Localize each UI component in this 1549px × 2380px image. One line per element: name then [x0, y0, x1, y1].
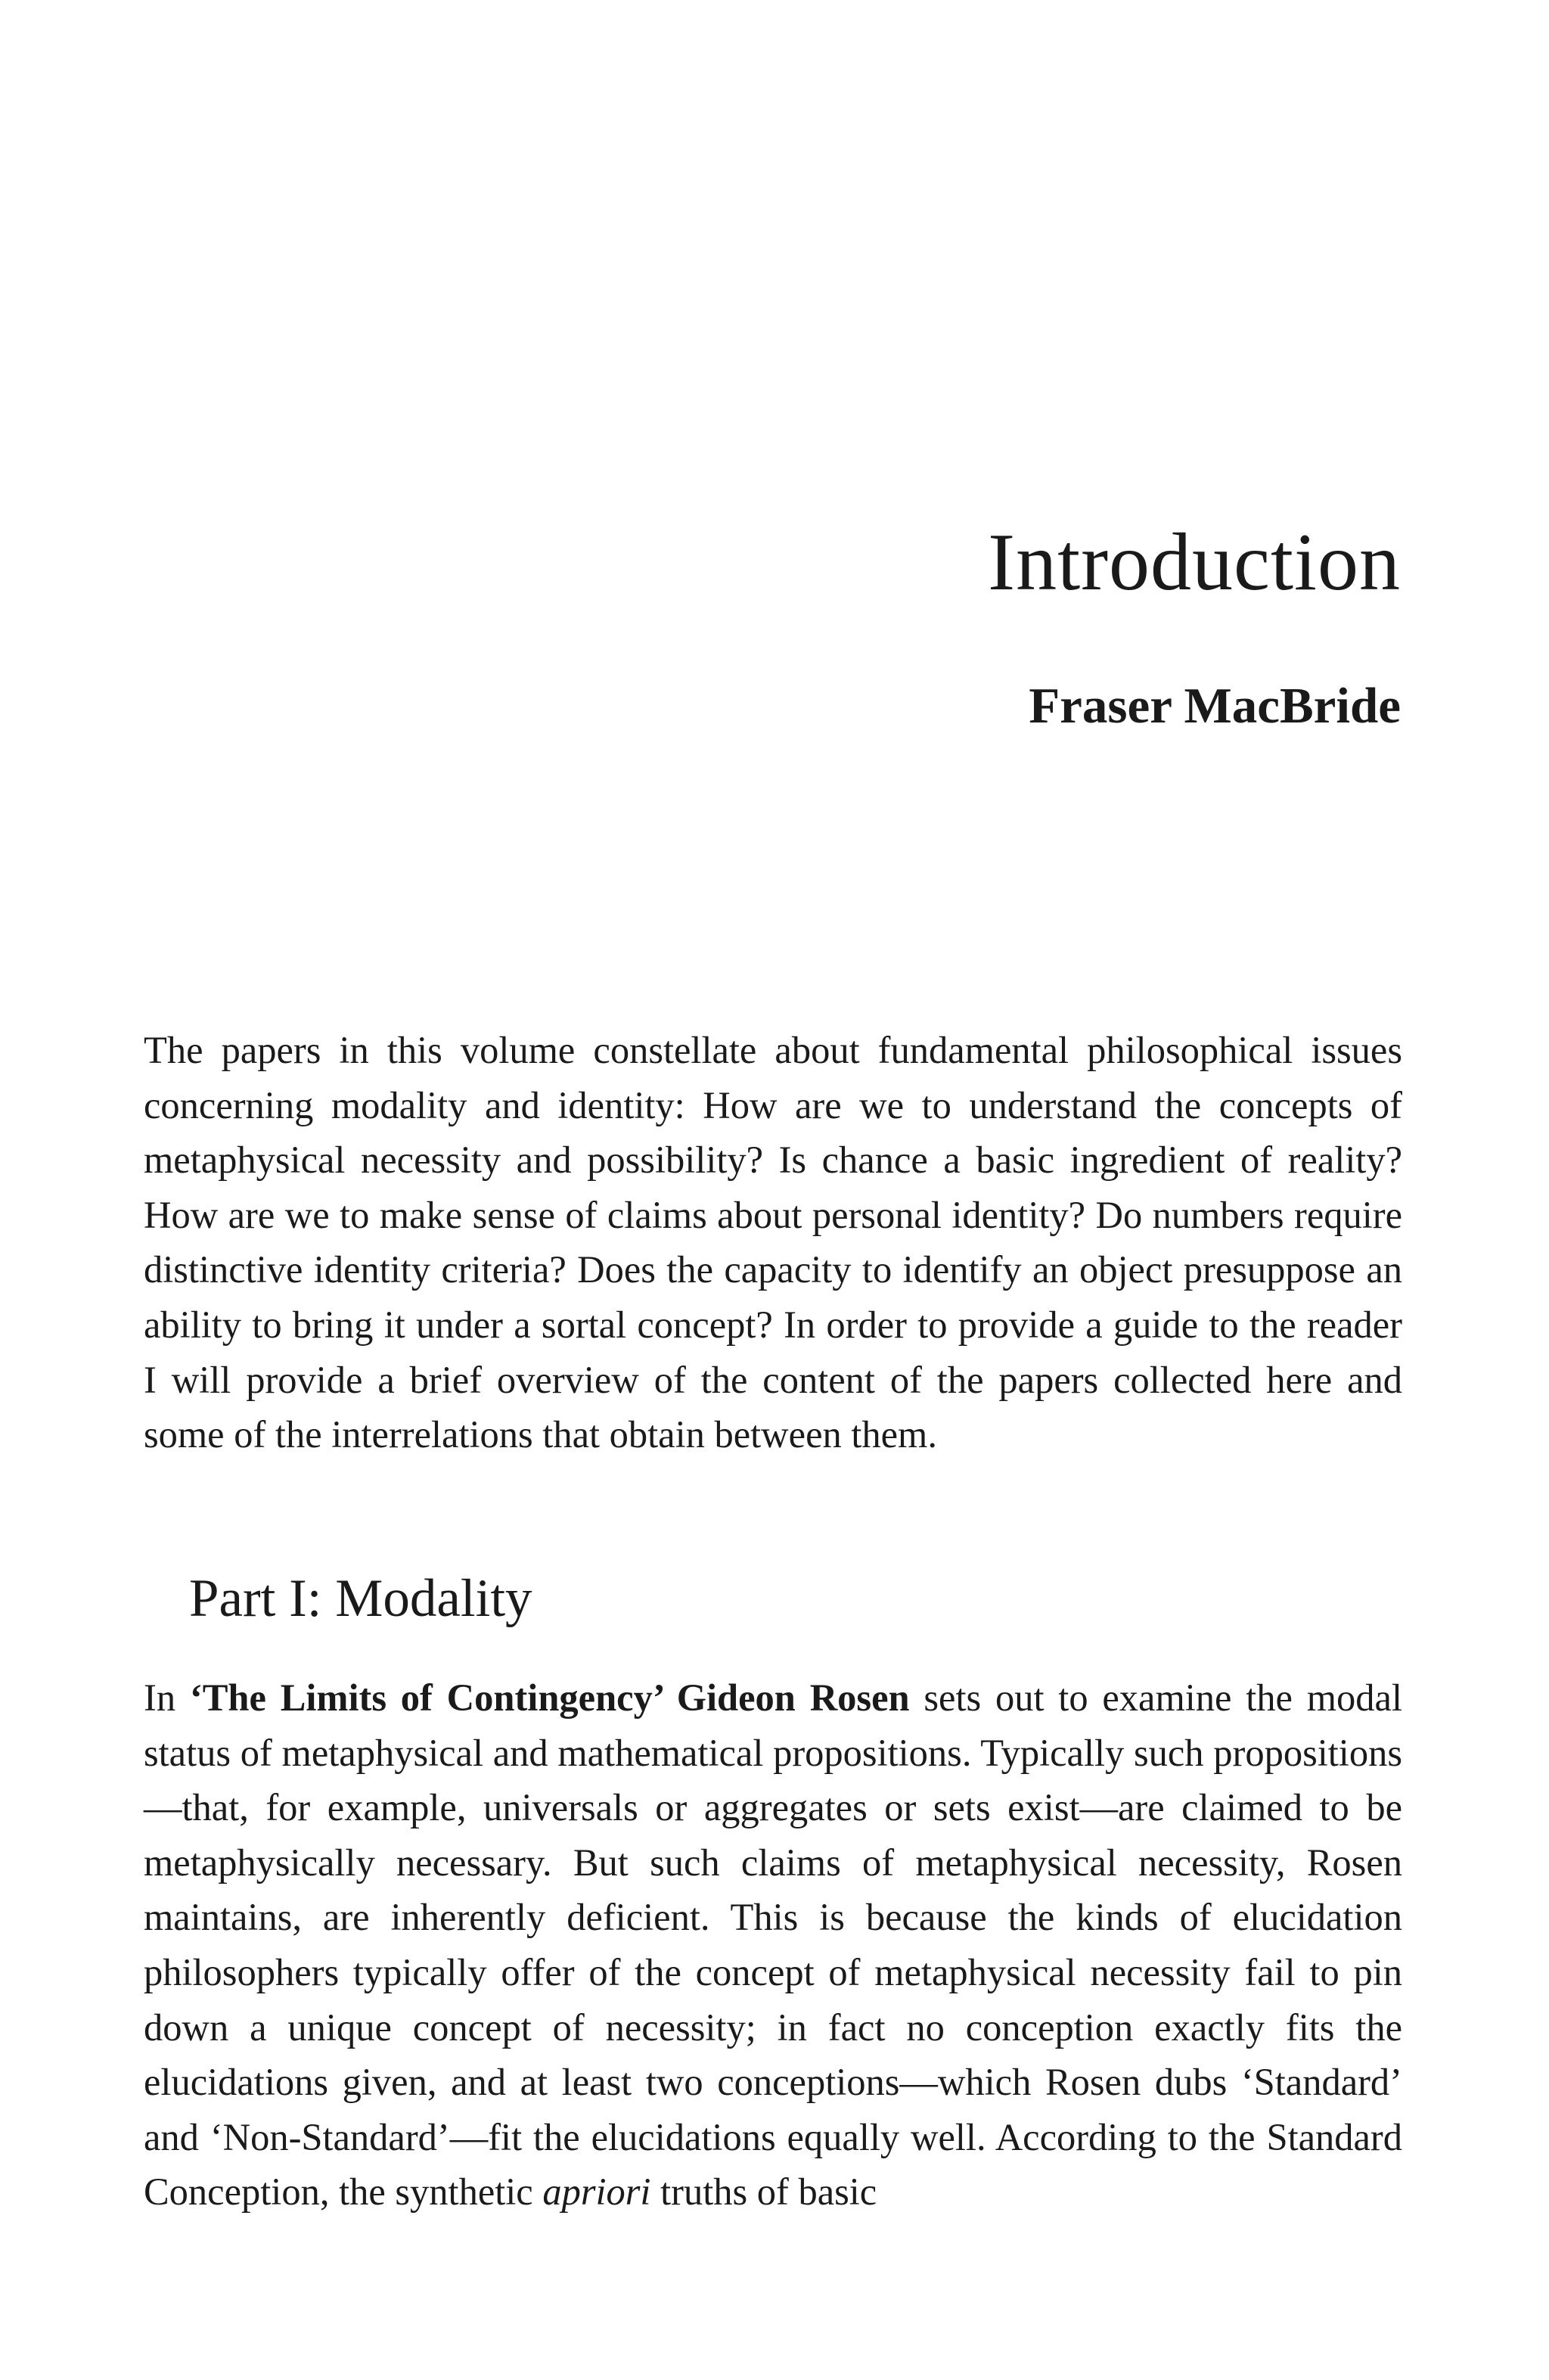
- paper-author: Gideon Rosen: [676, 1676, 910, 1719]
- section-heading-modality: Part I: Modality: [189, 1569, 532, 1628]
- lead-in-text: In: [144, 1676, 190, 1719]
- intro-paragraph: The papers in this volume constellate about fundamental philosophical issues concerning modality and identity: How are we to understand the concepts of metaphysical necessity and possibility? Is chance a basic ingredient of reality? How are we to make sense of claims about personal identity? Do numbers require distinctive identity criteria? Does the capacity to identify an object presuppose an ability to bring it under a sortal concept? In order to provide a guide to the reader I will provide a brief overview of the content of the papers collected here and some of the interrelations that obtain between them.: [144, 1029, 1402, 1456]
- chapter-title: Introduction: [988, 517, 1401, 607]
- body-paragraph: [144, 1670, 1402, 2220]
- paper-title: ‘The Limits of Contingency’: [189, 1676, 663, 1719]
- title-author-space: [663, 1676, 677, 1719]
- italic-term: apriori: [542, 2170, 651, 2214]
- chapter-author: Fraser MacBride: [1029, 678, 1401, 734]
- body-text-a: sets out to examine the modal status of metaphysical and mathematical propositions. Typically such propositions—that, for example, universals or aggregates or sets exist—are claimed to be metaphysically necessary. But such claims of metaphysical necessity, Rosen maintains, are inherently deficient. This is because the kinds of elucidation philosophers typically offer of the concept of metaphysical necessity fail to pin down a unique concept of necessity; in fact no conception exactly fits the elucidations given, and at least two conceptions—which Rosen dubs ‘Standard’ and ‘Non-Standard’—fit the elucidations equally well. According to the Standard Conception, the synthetic: [144, 1676, 1402, 2214]
- body-text-b: truths of basic: [650, 2170, 877, 2214]
